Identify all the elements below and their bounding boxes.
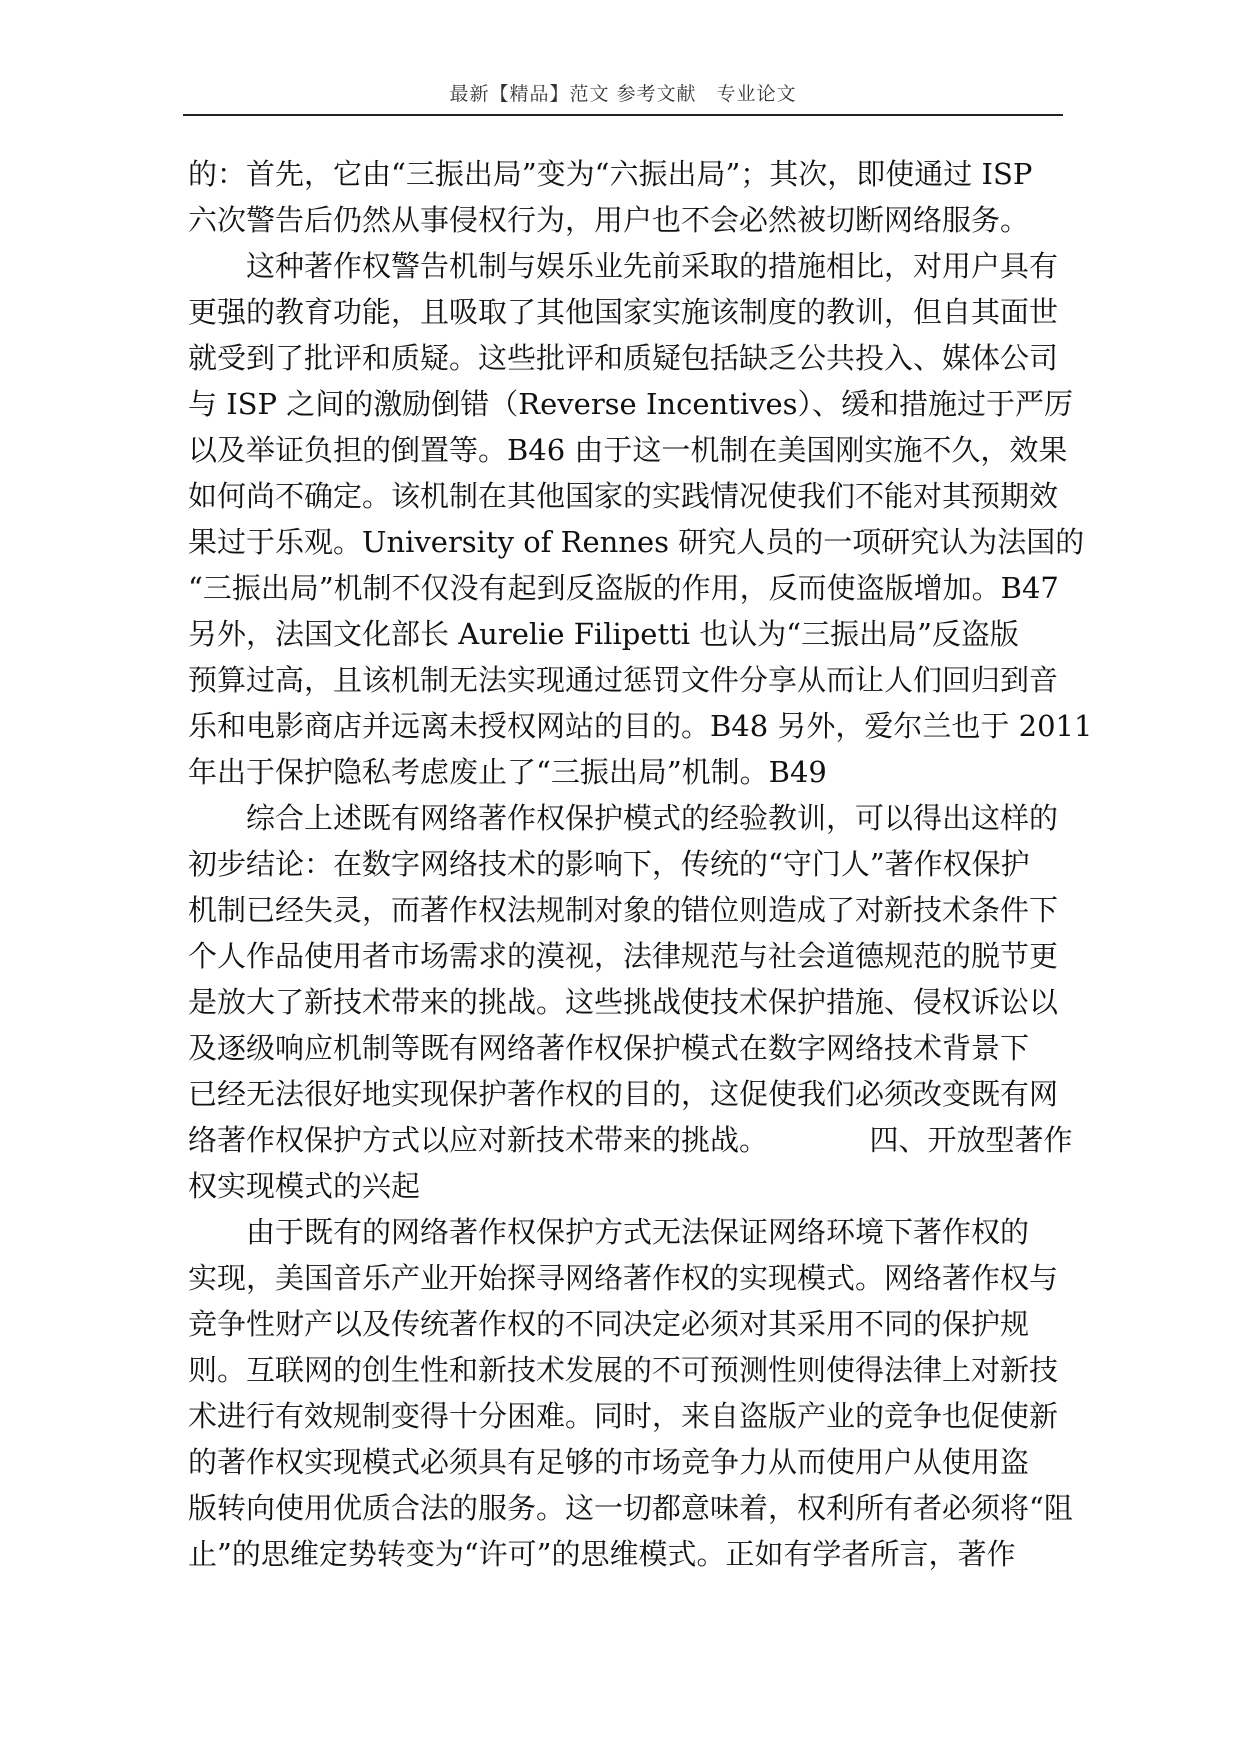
text-line: 以及举证负担的倒置等。B46 由于这一机制在美国刚实施不久，效果 bbox=[188, 433, 1068, 467]
text-line: 的著作权实现模式必须具有足够的市场竞争力从而使用户从使用盗 bbox=[188, 1445, 1030, 1479]
text-line: 机制已经失灵，而著作权法规制对象的错位则造成了对新技术条件下 bbox=[188, 893, 1059, 927]
text-line: 版转向使用优质合法的服务。这一切都意味着，权利所有者必须将“阻 bbox=[188, 1491, 1073, 1525]
text-line: 年出于保护隐私考虑废止了“三振出局”机制。B49 bbox=[188, 755, 827, 789]
text-line: 就受到了批评和质疑。这些批评和质疑包括缺乏公共投入、媒体公司 bbox=[188, 341, 1059, 375]
text-line: 与 ISP 之间的激励倒错（Reverse Incentives）、缓和措施过于严厉 bbox=[188, 387, 1074, 421]
text-line: 初步结论：在数字网络技术的影响下，传统的“守门人”著作权保护 bbox=[188, 847, 1030, 881]
paragraph-start-line: 这种著作权警告机制与娱乐业先前采取的措施相比，对用户具有 bbox=[246, 249, 1059, 283]
text-line: 则。互联网的创生性和新技术发展的不可预测性则使得法律上对新技 bbox=[188, 1353, 1059, 1387]
header-divider bbox=[183, 114, 1063, 116]
text-line: 止”的思维定势转变为“许可”的思维模式。正如有学者所言，著作 bbox=[188, 1537, 1016, 1571]
document-body bbox=[188, 151, 1093, 1577]
text-line: 是放大了新技术带来的挑战。这些挑战使技术保护措施、侵权诉讼以 bbox=[188, 985, 1059, 1019]
paragraph-start-line: 由于既有的网络著作权保护方式无法保证网络环境下著作权的 bbox=[246, 1215, 1030, 1249]
text-line: 六次警告后仍然从事侵权行为，用户也不会必然被切断网络服务。 bbox=[188, 203, 1030, 237]
text-line: 实现，美国音乐产业开始探寻网络著作权的实现模式。网络著作权与 bbox=[188, 1261, 1059, 1295]
text-line: 竞争性财产以及传统著作权的不同决定必须对其采用不同的保护规 bbox=[188, 1307, 1030, 1341]
text-line: 已经无法很好地实现保护著作权的目的，这促使我们必须改变既有网 bbox=[188, 1077, 1059, 1111]
text-line: 权实现模式的兴起 bbox=[188, 1169, 421, 1203]
text-line: 乐和电影商店并远离未授权网站的目的。B48 另外，爱尔兰也于 2011 bbox=[188, 709, 1093, 743]
text-line: 的：首先，它由“三振出局”变为“六振出局”；其次，即使通过 ISP bbox=[188, 157, 1033, 191]
text-line: 预算过高，且该机制无法实现通过惩罚文件分享从而让人们回归到音 bbox=[188, 663, 1059, 697]
text-line: 更强的教育功能，且吸取了其他国家实施该制度的教训，但自其面世 bbox=[188, 295, 1059, 329]
text-line: “三振出局”机制不仅没有起到反盗版的作用，反而使盗版增加。B47 bbox=[188, 571, 1059, 605]
text-line: 果过于乐观。University of Rennes 研究人员的一项研究认为法国的 bbox=[188, 525, 1085, 559]
paragraph-start-line: 综合上述既有网络著作权保护模式的经验教训，可以得出这样的 bbox=[246, 801, 1059, 835]
text-line: 及逐级响应机制等既有网络著作权保护模式在数字网络技术背景下 bbox=[188, 1031, 1030, 1065]
text-line: 术进行有效规制变得十分困难。同时，来自盗版产业的竞争也促使新 bbox=[188, 1399, 1059, 1433]
page-header: 最新【精品】范文 参考文献 专业论文 bbox=[449, 83, 797, 105]
text-line: 另外，法国文化部长 Aurelie Filipetti 也认为“三振出局”反盗版 bbox=[188, 617, 1019, 651]
text-line: 如何尚不确定。该机制在其他国家的实践情况使我们不能对其预期效 bbox=[188, 479, 1059, 513]
text-line: 个人作品使用者市场需求的漠视，法律规范与社会道德规范的脱节更 bbox=[188, 939, 1059, 973]
text-line: 络著作权保护方式以应对新技术带来的挑战。 四、开放型著作 bbox=[188, 1123, 1073, 1157]
